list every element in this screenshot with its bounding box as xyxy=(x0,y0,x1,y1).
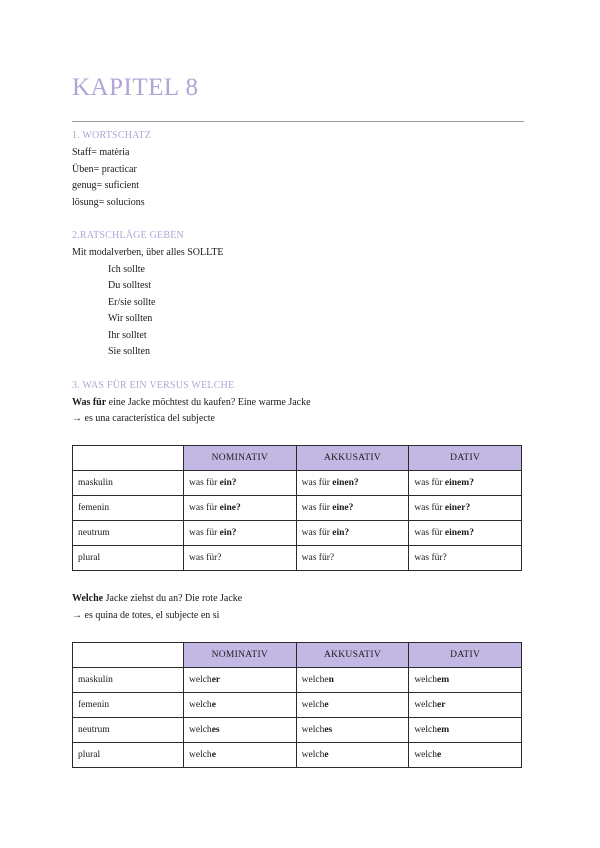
header-nominativ: NOMINATIV xyxy=(184,446,297,471)
table-cell: welcher xyxy=(184,668,297,693)
table-cell: welches xyxy=(296,718,409,743)
table-cell: welche xyxy=(184,743,297,768)
title-divider xyxy=(72,121,524,122)
table-cell: welches xyxy=(184,718,297,743)
table-cell: welche xyxy=(409,743,522,768)
header-blank-cell xyxy=(73,643,184,668)
vocab-line: Staff= matèria xyxy=(72,147,130,158)
vocab-line: genug= suficient xyxy=(72,180,140,191)
conjugation-line: Sie sollten xyxy=(108,346,150,357)
example-text: eine Jacke möchtest du kaufen? Eine warme Jacke xyxy=(106,397,311,408)
header-akkusativ: AKKUSATIV xyxy=(296,643,409,668)
table-cell: was für ein? xyxy=(184,471,297,496)
table-header-row xyxy=(73,643,522,668)
was-fuer-table xyxy=(72,445,522,571)
conjugation-line: Ihr solltet xyxy=(108,330,147,341)
vocab-line: lösung= solucions xyxy=(72,197,145,208)
table-cell: was für einem? xyxy=(409,521,522,546)
example-sentence-was-fuer xyxy=(72,396,311,410)
table-row xyxy=(73,521,522,546)
header-akkusativ: AKKUSATIV xyxy=(296,446,409,471)
table-cell: was für? xyxy=(184,546,297,571)
conjugation-line: Er/sie sollte xyxy=(108,297,156,308)
table-cell: welcher xyxy=(409,693,522,718)
row-label: femenin xyxy=(73,693,184,718)
table-row xyxy=(73,546,522,571)
conjugation-line: Ich sollte xyxy=(108,264,145,275)
example-text: Jacke ziehst du an? Die rote Jacke xyxy=(103,593,243,604)
table-row xyxy=(73,718,522,743)
row-label: femenin xyxy=(73,496,184,521)
row-label: maskulin xyxy=(73,668,184,693)
example-keyword: Was für xyxy=(72,397,107,408)
table-cell: welche xyxy=(296,693,409,718)
row-label: plural xyxy=(73,743,184,768)
table-cell: was für einer? xyxy=(409,496,522,521)
table-row xyxy=(73,471,522,496)
table-row xyxy=(73,496,522,521)
table-cell: welchem xyxy=(409,718,522,743)
header-nominativ: NOMINATIV xyxy=(184,643,297,668)
table-cell: was für eine? xyxy=(184,496,297,521)
row-label: maskulin xyxy=(73,471,184,496)
table-cell: welchem xyxy=(409,668,522,693)
page-title: KAPITEL 8 xyxy=(72,74,199,101)
table-cell: was für einen? xyxy=(296,471,409,496)
table-cell: was für ein? xyxy=(296,521,409,546)
header-dativ: DATIV xyxy=(409,643,522,668)
table-cell: was für eine? xyxy=(296,496,409,521)
header-blank-cell xyxy=(73,446,184,471)
conjugation-line: Wir sollten xyxy=(108,313,153,324)
table-cell: was für einem? xyxy=(409,471,522,496)
section-heading-ratschlaege: 2.RATSCHLÄGE GEBEN xyxy=(72,230,184,241)
table-cell: was für? xyxy=(296,546,409,571)
table-cell: welche xyxy=(296,743,409,768)
example-sentence-welche xyxy=(72,592,242,606)
table-row xyxy=(73,743,522,768)
vocab-line: Üben= practicar xyxy=(72,164,137,175)
header-dativ: DATIV xyxy=(409,446,522,471)
row-label: neutrum xyxy=(73,718,184,743)
table-cell: was für ein? xyxy=(184,521,297,546)
example-keyword: Welche xyxy=(72,593,104,604)
table-row xyxy=(73,668,522,693)
row-label: plural xyxy=(73,546,184,571)
section-heading-wortschatz: 1. WORTSCHATZ xyxy=(72,130,152,141)
table-cell: was für? xyxy=(409,546,522,571)
table-header-row xyxy=(73,446,522,471)
example-note: → es quina de totes, el subjecte en si xyxy=(72,610,220,621)
row-label: neutrum xyxy=(73,521,184,546)
table-row xyxy=(73,693,522,718)
welche-table xyxy=(72,642,522,768)
modal-intro: Mit modalverben, über alles SOLLTE xyxy=(72,247,224,258)
table-cell: welchen xyxy=(296,668,409,693)
conjugation-line: Du solltest xyxy=(108,280,152,291)
table-cell: welche xyxy=(184,693,297,718)
example-note: → es una característica del subjecte xyxy=(72,413,215,424)
section-heading-was-fuer: 3. WAS FÜR EIN VERSUS WELCHE xyxy=(72,380,235,391)
